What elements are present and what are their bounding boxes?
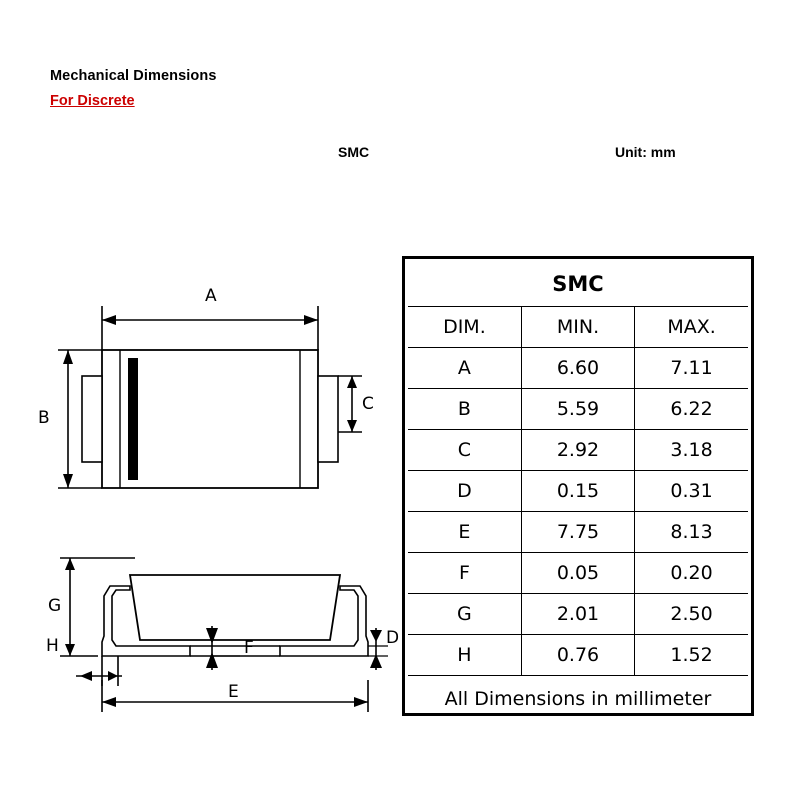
cell-min: 7.75 [521, 512, 634, 553]
cell-dim: C [408, 430, 521, 471]
cell-max: 6.22 [635, 389, 748, 430]
cell-dim: F [408, 553, 521, 594]
table-row [408, 348, 748, 389]
table-row [408, 594, 748, 635]
cell-dim: E [408, 512, 521, 553]
cell-min: 5.59 [521, 389, 634, 430]
label-h: H [46, 636, 59, 656]
page-subtitle: For Discrete [50, 93, 135, 109]
cell-dim: D [408, 471, 521, 512]
unit-label: Unit: mm [615, 144, 676, 160]
column-header-dim: DIM. [408, 307, 521, 348]
cell-min: 0.76 [521, 635, 634, 676]
dimension-table [402, 256, 754, 716]
table-footer-note: All Dimensions in millimeter [408, 676, 748, 722]
table-footer-row [408, 676, 748, 722]
cell-dim: H [408, 635, 521, 676]
label-a: A [205, 286, 217, 306]
label-e: E [228, 682, 239, 702]
table-header-row [408, 307, 748, 348]
cell-max: 1.52 [635, 635, 748, 676]
table-row [408, 635, 748, 676]
label-d: D [386, 628, 400, 648]
cell-max: 8.13 [635, 512, 748, 553]
cell-min: 2.01 [521, 594, 634, 635]
package-label: SMC [338, 144, 370, 160]
cell-min: 0.05 [521, 553, 634, 594]
cell-max: 0.31 [635, 471, 748, 512]
cell-max: 3.18 [635, 430, 748, 471]
table-row [408, 389, 748, 430]
table-row [408, 471, 748, 512]
cell-min: 2.92 [521, 430, 634, 471]
label-b: B [38, 408, 50, 428]
table-row [408, 553, 748, 594]
column-header-min: MIN. [521, 307, 634, 348]
top-view-drawing [38, 286, 380, 510]
cell-min: 6.60 [521, 348, 634, 389]
cell-dim: G [408, 594, 521, 635]
label-f: F [244, 638, 254, 658]
column-header-max: MAX. [635, 307, 748, 348]
table-title-row [408, 262, 748, 307]
label-g: G [48, 596, 62, 616]
cell-max: 7.11 [635, 348, 748, 389]
table-row [408, 430, 748, 471]
side-view-drawing [40, 530, 400, 720]
table-row [408, 512, 748, 553]
cell-max: 2.50 [635, 594, 748, 635]
cell-max: 0.20 [635, 553, 748, 594]
page-title: Mechanical Dimensions [50, 68, 217, 84]
dimension-h-line [76, 656, 122, 686]
cell-dim: B [408, 389, 521, 430]
table-title: SMC [408, 262, 748, 307]
cell-min: 0.15 [521, 471, 634, 512]
dimension-g-line [60, 558, 135, 656]
dimension-a-line [102, 306, 318, 350]
cell-dim: A [408, 348, 521, 389]
label-c: C [362, 394, 374, 414]
